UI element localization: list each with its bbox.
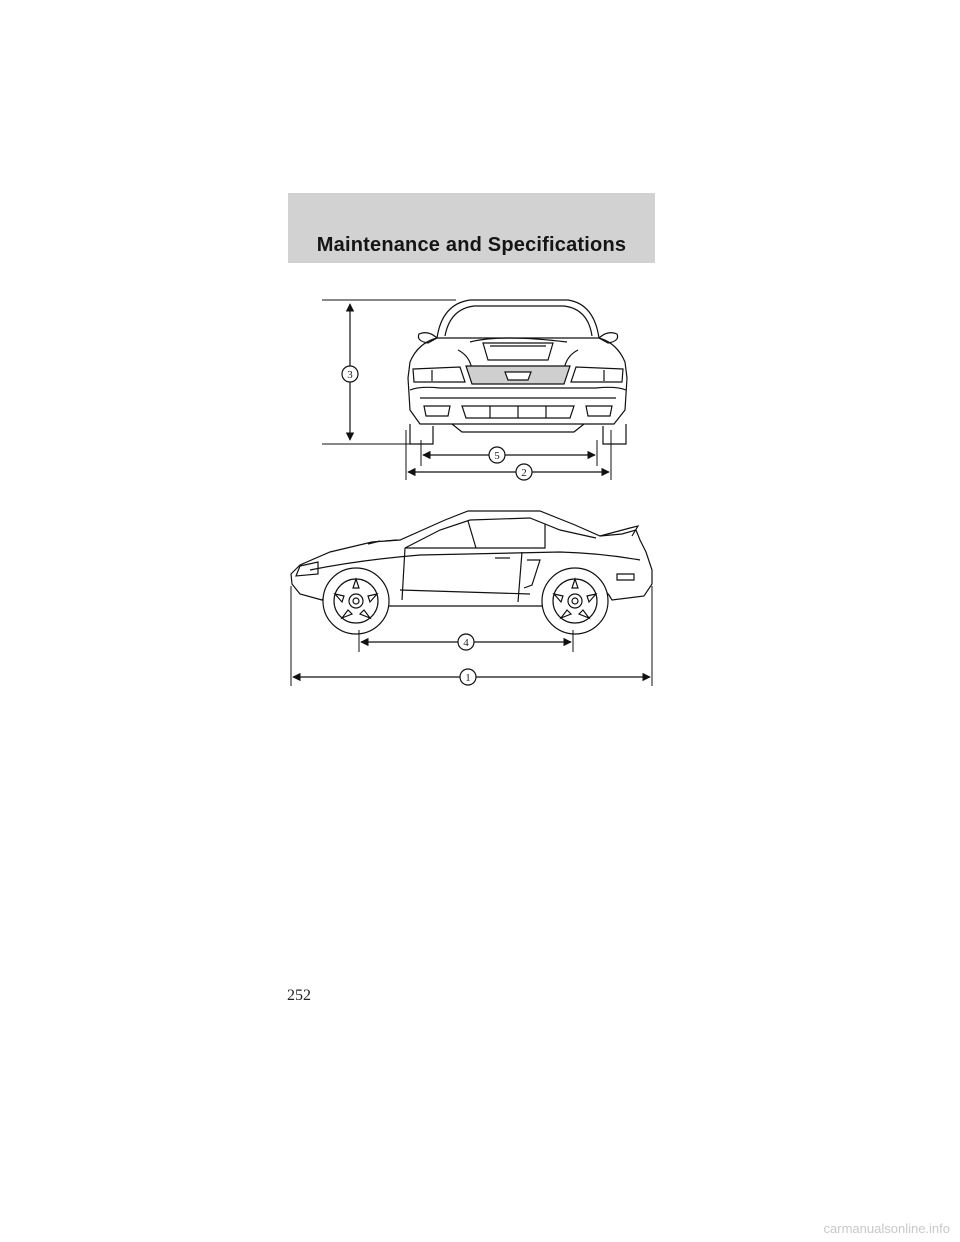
dimension-4-wheelbase — [359, 630, 573, 652]
section-title: Maintenance and Specifications — [316, 234, 627, 256]
side-view-car — [291, 511, 652, 634]
page-number: 252 — [287, 987, 311, 1004]
dimension-label-5: 5 — [494, 450, 500, 462]
front-view-car — [408, 300, 627, 444]
dimension-label-2: 2 — [521, 467, 527, 479]
dimension-label-4: 4 — [463, 637, 469, 649]
watermark: carmanualsonline.info — [823, 1221, 950, 1236]
dimension-label-1: 1 — [465, 672, 471, 684]
dimension-label-3: 3 — [347, 369, 353, 381]
dimension-5-track — [421, 440, 597, 466]
dimension-3-height — [322, 300, 456, 444]
